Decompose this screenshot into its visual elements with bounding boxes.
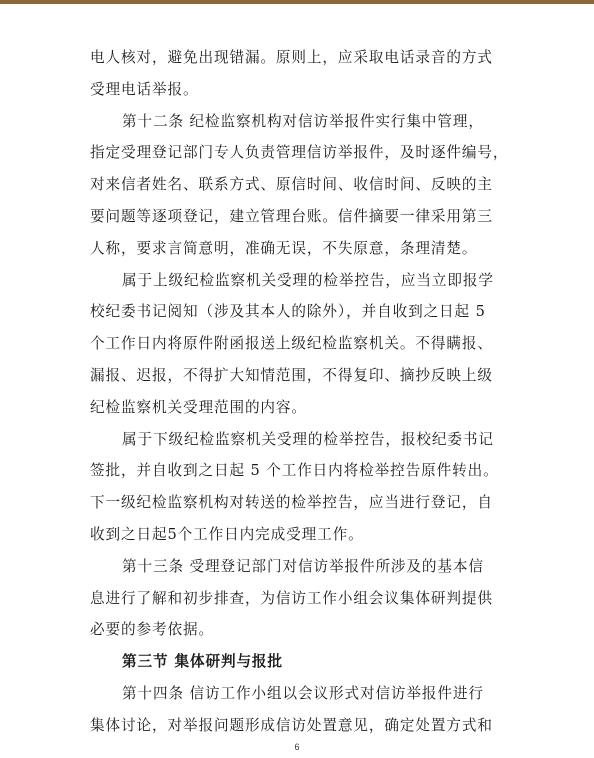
text-line: 收到之日起5个工作日内完成受理工作。 — [90, 525, 364, 543]
text-line: 受理电话举报。 — [90, 80, 199, 98]
article-13-start: 第十三条 受理登记部门对信访举报件所涉及的基本信 — [122, 557, 484, 575]
paragraph-start: 属于下级纪检监察机关受理的检举控告，报校纪委书记 — [122, 430, 494, 448]
document-body — [90, 42, 515, 742]
text-line: 息进行了解和初步排查，为信访工作小组会议集体研判提供 — [90, 589, 493, 607]
text-line: 要问题等逐项登记，建立管理台账。信件摘要一律采用第三 — [90, 207, 493, 225]
text-line: 漏报、迟报，不得扩大知情范围，不得复印、摘抄反映上级 — [90, 366, 493, 384]
text-line: 必要的参考依据。 — [90, 621, 214, 639]
text-line: 集体讨论，对举报问题形成信访处置意见，确定处置方式和 — [90, 716, 493, 734]
page-number: 6 — [294, 742, 300, 752]
text-line: 个工作日内将原件附函报送上级纪检监察机关。不得瞒报、 — [90, 335, 493, 353]
paragraph-start: 属于上级纪检监察机关受理的检举控告，应当立即报学 — [122, 271, 494, 289]
top-border-rule — [0, 0, 594, 4]
text-line: 指定受理登记部门专人负责管理信访举报件，及时逐件编号， — [90, 144, 509, 162]
text-line: 签批，并自收到之日起 5 个工作日内将检举控告原件转出。 — [90, 462, 499, 480]
text-line: 纪检监察机关受理范围的内容。 — [90, 398, 307, 416]
article-14-start: 第十四条 信访工作小组以会议形式对信访举报件进行 — [122, 684, 484, 702]
article-12-start: 第十二条 纪检监察机构对信访举报件实行集中管理， — [122, 112, 484, 130]
text-line: 校纪委书记阅知（涉及其本人的除外），并自收到之日起 5 — [90, 303, 486, 321]
text-line: 对来信者姓名、联系方式、原信时间、收信时间、反映的主 — [90, 176, 493, 194]
text-line: 电人核对，避免出现错漏。原则上，应采取电话录音的方式 — [90, 49, 493, 66]
section-heading: 第三节 集体研判与报批 — [122, 653, 283, 671]
text-line: 下一级纪检监察机构对转送的检举控告，应当进行登记，自 — [90, 494, 493, 512]
text-line: 人称，要求言简意明，准确无误，不失原意，条理清楚。 — [90, 239, 478, 257]
